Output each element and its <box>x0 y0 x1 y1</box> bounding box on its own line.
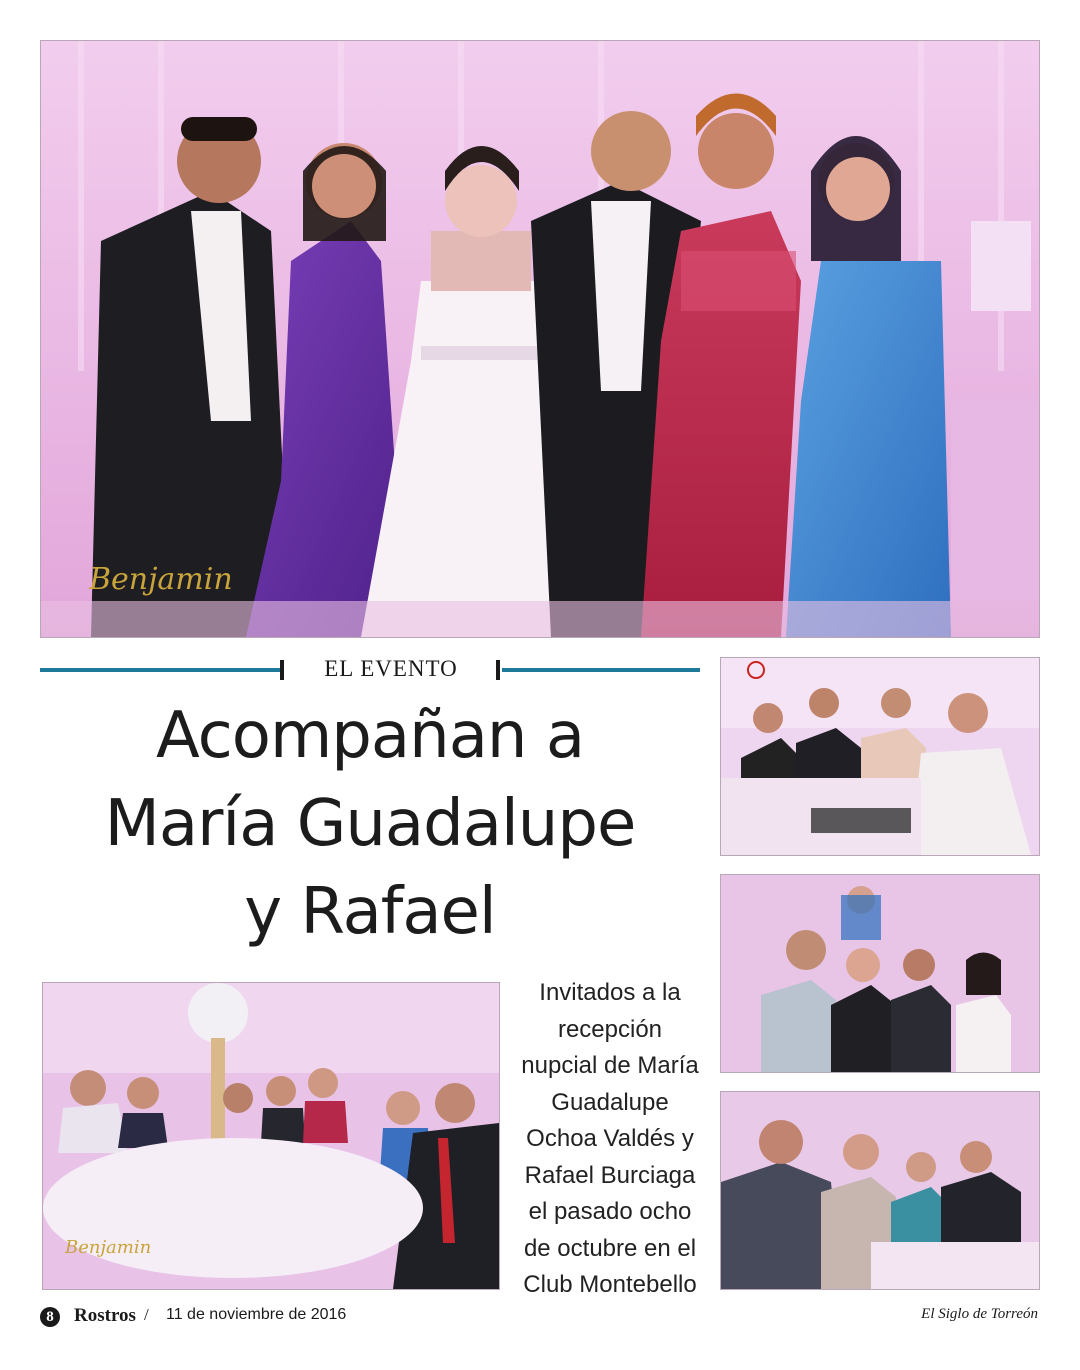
headline-line: y Rafael <box>244 875 496 949</box>
guests-photo-round-table <box>42 982 500 1290</box>
caption-line: Invitados a la <box>539 979 681 1006</box>
page-number: 8 <box>40 1307 60 1327</box>
caption-line: Ochoa Valdés y <box>526 1125 694 1152</box>
guests-photo-table-3 <box>720 1091 1040 1290</box>
guests-photo-table-1 <box>720 657 1040 856</box>
hero-group-photo <box>40 40 1040 638</box>
caption-line: de octubre en el <box>523 1234 697 1262</box>
caption-line: el pasado ocho <box>528 1198 692 1225</box>
caption-line: recepción <box>557 1015 663 1043</box>
headline <box>40 692 700 956</box>
footer-section-name: Rostros <box>74 1305 136 1326</box>
issue-date: 11 de noviembre de 2016 <box>166 1306 347 1323</box>
caption-line: Club Montebello <box>523 1271 697 1298</box>
headline-line: Acompañan a <box>155 699 585 773</box>
guests-photo-table-2 <box>720 874 1040 1073</box>
article-caption <box>510 975 710 1304</box>
rule-tick-right <box>496 660 500 680</box>
publication-name: El Siglo de Torreón <box>921 1306 1038 1322</box>
photographer-signature: Benjamin <box>89 562 233 597</box>
rule-right <box>502 668 700 672</box>
caption-line: Rafael Burciaga <box>524 1161 696 1189</box>
section-header <box>40 656 700 681</box>
photographer-signature: Benjamin <box>65 1237 152 1258</box>
page-footer <box>40 1305 1038 1333</box>
caption-line: nupcial de María <box>521 1052 699 1079</box>
rule-tick-left <box>280 660 284 680</box>
caption-line: Guadalupe <box>551 1088 669 1116</box>
headline-line: María Guadalupe <box>104 787 636 861</box>
rule-left <box>40 668 280 672</box>
section-label: EL EVENTO <box>324 656 458 681</box>
footer-separator: / <box>144 1305 149 1324</box>
